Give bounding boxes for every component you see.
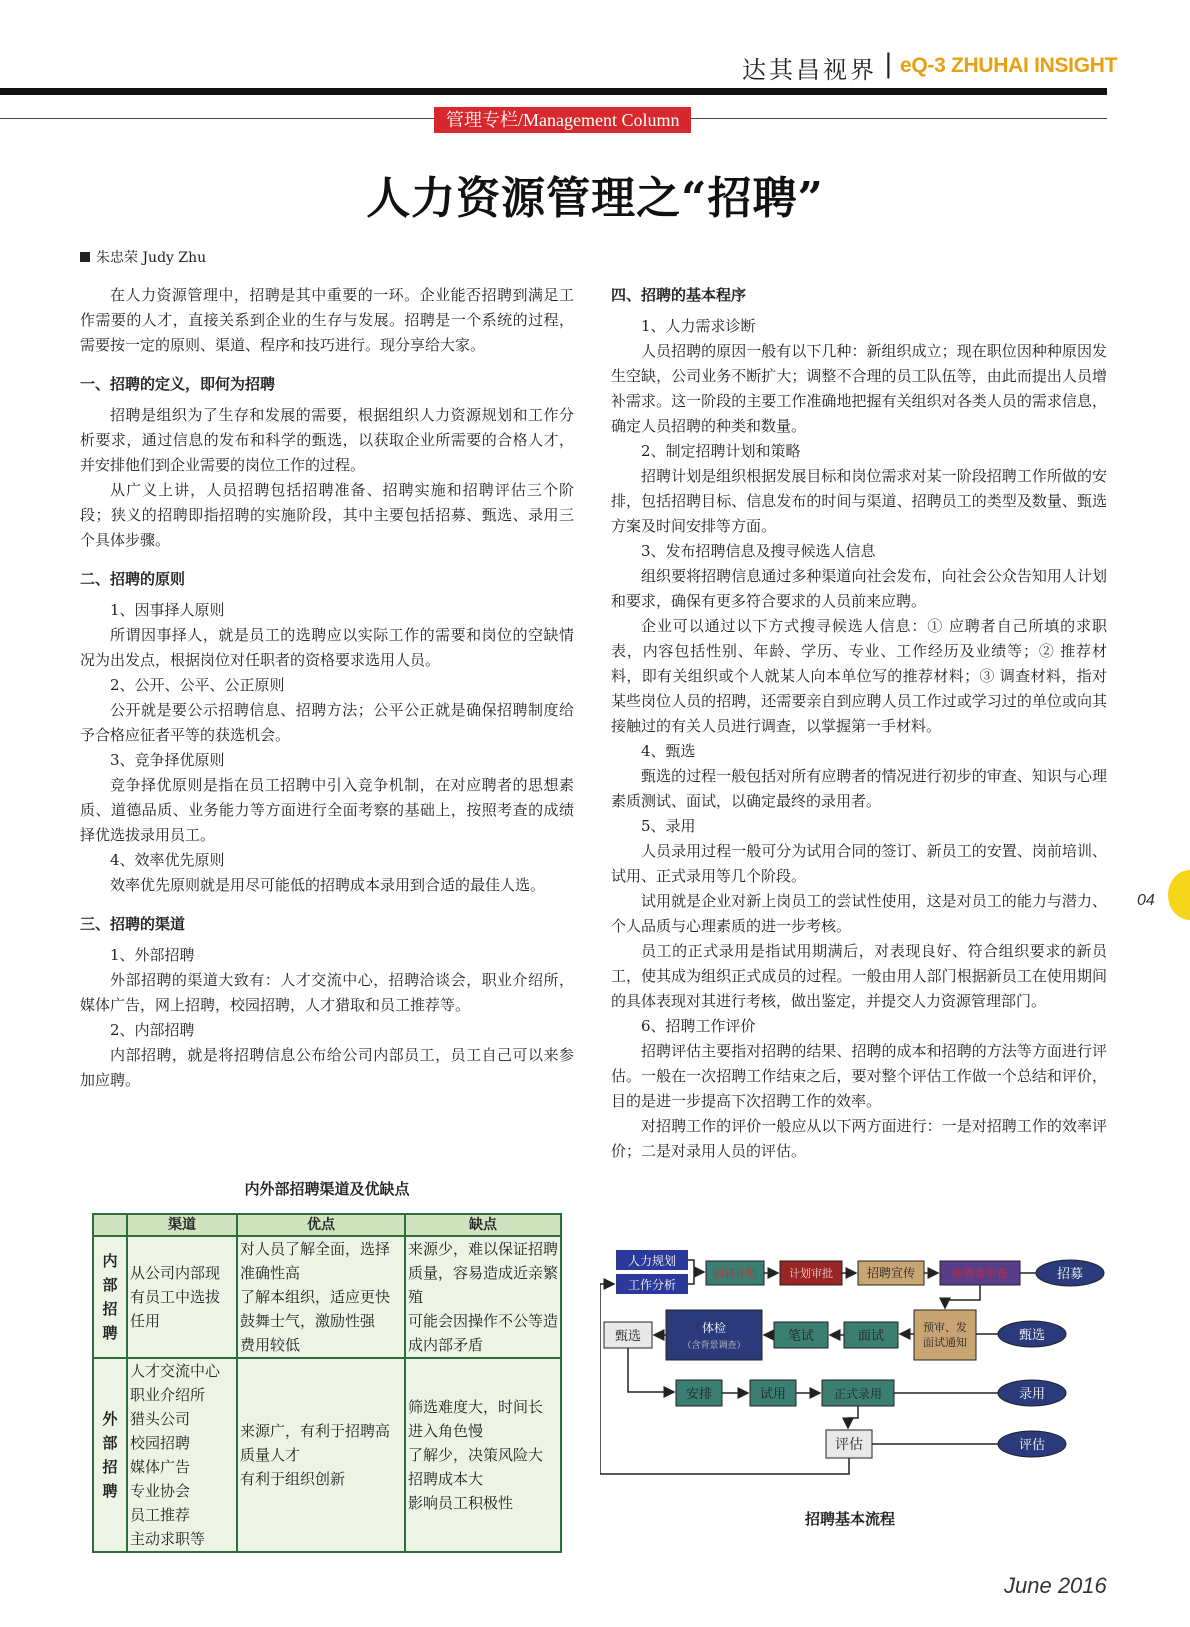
box-arrange-label: 安排 xyxy=(685,1387,713,1402)
box-interview-notice-label-2: 面试通知 xyxy=(923,1336,967,1349)
brand-separator: | xyxy=(884,49,893,79)
subheading: 1、人力需求诊断 xyxy=(641,317,756,335)
box-formal-hire-label: 正式录用 xyxy=(833,1387,883,1401)
table-header-cons: 缺点 xyxy=(405,1214,561,1236)
connector xyxy=(848,1406,858,1428)
paragraph: 从广义上讲，人员招聘包括招聘准备、招聘实施和招聘评估三个阶段；狭义的招聘即指招聘的实施阶段，其中主要包括招募、甄选、录用三个具体步骤。 xyxy=(80,481,574,549)
cell-channel: 人才交流中心 职业介绍所 猎头公司 校园招聘 媒体广告 专业协会 员工推荐 主动求职等 xyxy=(127,1358,237,1552)
box-trial-label: 试用 xyxy=(759,1387,787,1402)
box-recruit-plan-label: 招聘计划 xyxy=(713,1267,757,1280)
row-label-text: 内部招聘 xyxy=(102,1252,118,1342)
table-caption: 内外部招聘渠道及优缺点 xyxy=(244,1180,410,1198)
column-tag: 管理专栏/Management Column xyxy=(434,107,691,133)
box-screening-label: 甄选 xyxy=(614,1329,642,1344)
paragraph: 所谓因事择人，就是员工的选聘应以实际工作的需要和岗位的空缺情况为出发点，根据岗位对任职者的资格要求选用人员。 xyxy=(80,626,574,669)
cell-cons: 筛选难度大，时间长 进入角色慢 了解少，决策风险大 招聘成本大 影响员工积极性 xyxy=(405,1358,561,1552)
row-label-text: 外部招聘 xyxy=(102,1410,118,1500)
subheading: 4、效率优先原则 xyxy=(110,851,225,869)
byline xyxy=(80,247,206,267)
connector xyxy=(688,1260,704,1284)
subheading: 4、甄选 xyxy=(641,742,696,760)
article-title: 人力资源管理之“招聘” xyxy=(366,173,824,224)
row-label-internal xyxy=(93,1236,127,1358)
page-tab xyxy=(1168,870,1190,920)
subheading: 2、制定招聘计划和策略 xyxy=(641,442,801,460)
paragraph: 试用就是企业对新上岗员工的尝试性使用，这是对员工的能力与潜力、个人品质与心理素质的进一步考核。 xyxy=(611,892,1107,935)
paragraph: 组织要将招聘信息通过多种渠道向社会发布，向社会公众告知用人计划和要求，确保有更多符合要求的人员前来应聘。 xyxy=(611,567,1107,610)
table-header-row xyxy=(93,1214,561,1236)
subheading: 1、因事择人原则 xyxy=(110,601,225,619)
box-physical-exam xyxy=(666,1310,762,1360)
flow-caption: 招聘基本流程 xyxy=(804,1510,895,1528)
paragraph: 企业可以通过以下方式搜寻候选人信息：① 应聘者自己所填的求职表，内容包括性别、年龄、学历、专业、工作经历及业绩等；② 推荐材料，即有关组织或个人就某人向本单位写的推荐材料；③ 调查材料，指对某些岗位人员的招聘，还需要亲自到应聘人员工作过或学习过的单位或向其接触过的有关人员进行调查，以掌握第一手材料。 xyxy=(611,617,1107,735)
cell-pros: 对人员了解全面，选择准确性高 了解本组织，适应更快 鼓舞士气，激励性强 费用较低 xyxy=(237,1236,405,1358)
paragraph: 对招聘工作的评价一般应从以下两方面进行：一是对招聘工作的效率评价；二是对录用人员的评估。 xyxy=(611,1117,1107,1160)
box-physical-exam-label: 体检 xyxy=(701,1321,727,1335)
stage-recruit-label: 招募 xyxy=(1056,1267,1084,1282)
input-job-analysis-label: 工作分析 xyxy=(627,1278,677,1292)
subheading: 2、公开、公平、公正原则 xyxy=(110,676,285,694)
intro-paragraph: 在人力资源管理中，招聘是其中重要的一环。企业能否招聘到满足工作需要的人才，直接关系到企业的生存与发展。招聘是一个系统的过程，需要按一定的原则、渠道、程序和技巧进行。现分享给大家。 xyxy=(80,286,574,354)
paragraph: 效率优先原则就是用尽可能低的招聘成本录用到合适的最佳人选。 xyxy=(110,876,546,894)
box-interview-notice xyxy=(914,1310,976,1360)
table-header-pros: 优点 xyxy=(237,1214,405,1236)
page-number: 04 xyxy=(1137,892,1155,909)
cell-pros: 来源广，有利于招聘高质量人才 有利于组织创新 xyxy=(237,1358,405,1552)
connector xyxy=(945,1285,980,1308)
subheading: 5、录用 xyxy=(641,817,696,835)
author-name: 朱忠荣 Judy Zhu xyxy=(96,250,207,266)
box-interview-label: 面试 xyxy=(857,1329,885,1344)
box-physical-exam-note: （含背景调查） xyxy=(682,1341,746,1351)
header-rule xyxy=(0,88,1107,95)
box-written-test-label: 笔试 xyxy=(787,1329,815,1344)
paragraph: 招聘是组织为了生存和发展的需要，根据组织人力资源规划和工作分析要求，通过信息的发布和科学的甄选，以获取企业所需要的合格人才，并安排他们到企业需要的岗位工作的过程。 xyxy=(80,406,574,474)
box-interview-notice-label-1: 预审、发 xyxy=(923,1321,967,1334)
paragraph: 内部招聘，就是将招聘信息公布给公司内部员工，员工自己可以来参加应聘。 xyxy=(80,1046,574,1089)
table-corner xyxy=(93,1214,127,1236)
table-row-internal xyxy=(93,1236,561,1358)
stage-evaluate-label: 评估 xyxy=(1018,1438,1046,1453)
channel-table xyxy=(92,1213,562,1553)
recruitment-flow-diagram xyxy=(600,1244,1110,1494)
issue-date: June 2016 xyxy=(1004,1573,1107,1598)
subheading: 1、外部招聘 xyxy=(110,946,195,964)
right-column xyxy=(611,283,1107,1164)
paragraph: 人员招聘的原因一般有以下几种：新组织成立；现在职位因种种原因发生空缺，公司业务不断扩大；调整不合理的员工队伍等，由此而提出人员增补需求。这一阶段的主要工作准确地把握有关组织对各类人员的需求信息，确定人员招聘的种类和数量。 xyxy=(611,342,1107,435)
paragraph: 员工的正式录用是指试用期满后，对表现良好、符合组织要求的新员工，使其成为组织正式成员的过程。一般由用人部门根据新员工在使用期间的具体表现对其进行考核，做出鉴定，并提交人力资源管理部门。 xyxy=(611,942,1107,1010)
subheading: 3、发布招聘信息及搜寻候选人信息 xyxy=(641,542,876,560)
subheading: 3、竞争择优原则 xyxy=(110,751,225,769)
stage-hire-label: 录用 xyxy=(1018,1387,1046,1402)
section-heading-1: 一、招聘的定义，即何为招聘 xyxy=(80,375,276,393)
subheading: 6、招聘工作评价 xyxy=(641,1017,756,1035)
subheading: 2、内部招聘 xyxy=(110,1021,195,1039)
stage-select-label: 甄选 xyxy=(1018,1328,1046,1343)
brand-chinese: 达其昌视界 xyxy=(742,56,877,84)
box-applicant-review-label: 应聘者审查 xyxy=(952,1267,1008,1280)
table-row-external xyxy=(93,1358,561,1552)
input-hr-planning-label: 人力规划 xyxy=(627,1254,677,1268)
box-publicity-label: 招聘宣传 xyxy=(866,1266,916,1280)
paragraph: 招聘评估主要指对招聘的结果、招聘的成本和招聘的方法等方面进行评估。一般在一次招聘工作结束之后，要对整个评估工作做一个总结和评价，目的是进一步提高下次招聘工作的效率。 xyxy=(611,1042,1107,1110)
paragraph: 甄选的过程一般包括对所有应聘者的情况进行初步的审查、知识与心理素质测试、面试，以确定最终的录用者。 xyxy=(611,767,1107,810)
paragraph: 竞争择优原则是指在员工招聘中引入竞争机制，在对应聘者的思想素质、道德品质、业务能力等方面进行全面考察的基础上，按照考查的成绩择优选拔录用员工。 xyxy=(80,776,574,844)
cell-cons: 来源少，难以保证招聘质量，容易造成近亲繁殖 可能会因操作不公等造成内部矛盾 xyxy=(405,1236,561,1358)
section-heading-4: 四、招聘的基本程序 xyxy=(611,286,747,304)
box-plan-approval-label: 计划审批 xyxy=(789,1267,833,1280)
square-bullet-icon xyxy=(80,252,90,262)
brand-english: eQ-3 ZHUHAI INSIGHT xyxy=(900,54,1118,77)
row-label-external xyxy=(93,1358,127,1552)
table-header-channel: 渠道 xyxy=(127,1214,237,1236)
paragraph: 人员录用过程一般可分为试用合同的签订、新员工的安置、岗前培训、试用、正式录用等几个阶段。 xyxy=(611,842,1107,885)
paragraph: 外部招聘的渠道大致有：人才交流中心，招聘洽谈会，职业介绍所，媒体广告，网上招聘，校园招聘，人才猎取和员工推荐等。 xyxy=(80,971,574,1014)
cell-channel: 从公司内部现有员工中选拔任用 xyxy=(127,1236,237,1358)
paragraph: 招聘计划是组织根据发展目标和岗位需求对某一阶段招聘工作所做的安排，包括招聘目标、信息发布的时间与渠道、招聘员工的类型及数量、甄选方案及时间安排等方面。 xyxy=(611,467,1107,535)
paragraph: 公开就是要公示招聘信息、招聘方法；公平公正就是确保招聘制度给予合格应征者平等的获选机会。 xyxy=(80,701,574,744)
box-evaluate-label: 评估 xyxy=(835,1437,863,1453)
section-heading-3: 三、招聘的渠道 xyxy=(80,915,186,933)
left-column xyxy=(80,283,574,1093)
section-heading-2: 二、招聘的原则 xyxy=(80,570,186,588)
